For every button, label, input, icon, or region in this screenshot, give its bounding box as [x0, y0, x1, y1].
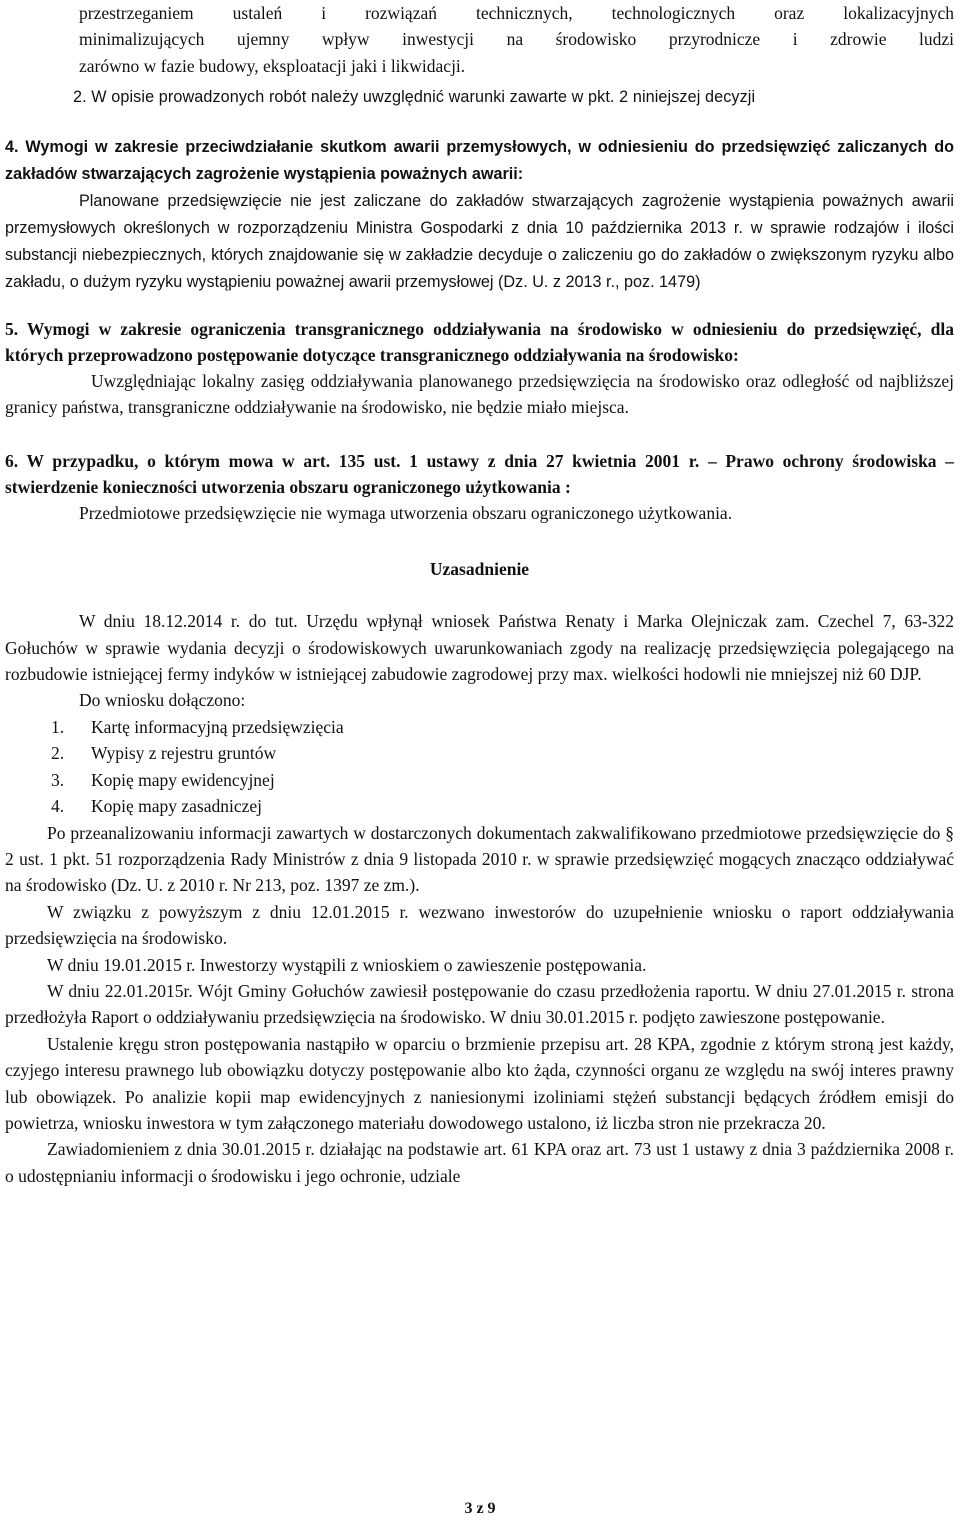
list-item-number: 1. [51, 716, 65, 737]
section-6-body: Przedmiotowe przedsięwzięcie nie wymaga utworzenia obszaru ograniczonego użytkowania. [79, 503, 733, 524]
list-item-number: 3. [51, 769, 65, 790]
section-4-body: Planowane przedsięwzięcie nie jest zaliczane do zakładów stwarzających zagrożenie wystąpienia poważnych awarii przemysłowych określonych w rozporządzeniu Ministra Gospodarki z dnia 10 października 2013 r. w sprawie rodzajów i ilości substancji niebezpiecznych, których znajdowanie się w zakładzie decyduje o zaliczeniu go do zakładów o zwiększonym ryzyku albo zakładu, o dużym ryzyku wystąpieniu poważnej awarii przemysłowej (Dz. U. z 2013 r., poz. 1479) [5, 191, 954, 291]
justification-paragraph-2: Po przeanalizowaniu informacji zawartych w dostarczonych dokumentach zakwalifikowano przedmiotowe przedsięwzięcie do § 2 ust. 1 pkt. 51 rozporządzenia Rady Ministrów z dnia 9 listopada 2010 r. w sprawie przedsięwzięć mogących znacząco oddziaływać na środowisko (Dz. U. z 2010 r. Nr 213, poz. 1397 ze zm.). [5, 822, 954, 896]
list-item [5, 714, 954, 740]
list-item [5, 740, 954, 766]
document-page [5, 0, 954, 1189]
section-5-body: Uwzględniając lokalny zasięg oddziaływania planowanego przedsięwzięcia na środowisko oraz odległość od najbliższej granicy państwa, transgraniczne oddziaływanie na środowisko, nie będzie miało miejsca. [5, 370, 954, 418]
justification-paragraph-5: W dniu 22.01.2015r. Wójt Gminy Gołuchów zawiesił postępowanie do czasu przedłożenia raportu. W dniu 27.01.2015 r. strona przedłożyła Raport o oddziaływaniu przedsięwzięcia na środowisko. W dniu 30.01.2015 r. podjęto zawieszone postępowanie. [5, 980, 954, 1028]
list-item [5, 793, 954, 819]
list-item-text: Wypisy z rejestru gruntów [91, 743, 277, 764]
section-5-heading: 5. Wymogi w zakresie ograniczenia transgranicznego oddziaływania na środowisko w odniesieniu do przedsięwzięć, dla których przeprowadzono postępowanie dotyczące transgranicznego oddziaływania na środowisko: [5, 318, 954, 365]
text-line: zarówno w fazie budowy, eksploatacji jaki i likwidacji. [79, 55, 466, 76]
justification-paragraph-4: W dniu 19.01.2015 r. Inwestorzy wystąpili z wnioskiem o zawieszenie postępowania. [47, 954, 647, 975]
list-item-text: Kartę informacyjną przedsięwzięcia [91, 716, 344, 737]
attachments-intro: Do wniosku dołączono: [79, 690, 246, 711]
text-line: minimalizujących ujemny wpływ inwestycji na środowisko przyrodnicze i zdrowie ludzi [79, 29, 954, 50]
justification-paragraph-3: W związku z powyższym z dniu 12.01.2015 r. wezwano inwestorów do uzupełnienie wniosku o raport oddziaływania przedsięwzięcia na środowisko. [5, 901, 954, 949]
list-item [5, 767, 954, 793]
page-number: 3 z 9 [464, 1500, 496, 1517]
list-item-2: 2. W opisie prowadzonych robót należy uwzględnić warunki zawarte w pkt. 2 niniejszej decyzji [73, 88, 756, 107]
justification-paragraph-6: Ustalenie kręgu stron postępowania nastąpiło w oparciu o brzmienie przepisu art. 28 KPA, zgodnie z którym stroną jest każdy, czyjego interesu prawnego lub obowiązku dotyczy postępowanie albo kto żąda, czynności organu ze względu na swój interes prawny lub obowiązek. Po analizie kopii map ewidencyjnych z naniesionymi izoliniami stężeń substancji będących źródłem emisji do powietrza, wniosku inwestora w tym załączonego materiału dowodowego ustalono, iż liczba stron nie przekracza 20. [5, 1033, 954, 1133]
justification-paragraph-1: W dniu 18.12.2014 r. do tut. Urzędu wpłynął wniosek Państwa Renaty i Marka Olejniczak zam. Czechel 7, 63-322 Gołuchów w sprawie wydania decyzji o środowiskowych uwarunkowaniach zgody na realizację przedsięwzięcia polegającego na rozbudowie istniejącej fermy indyków w istniejącej zabudowie zagrodowej przy max. wielkości hodowli nie mniejszej niż 60 DJP. [5, 611, 954, 685]
section-6-heading-part-a: 6. W przypadku, o którym mowa w art. 135 ust. 1 ustawy z dnia 27 kwietnia 2001 r. [5, 451, 708, 472]
list-item-number: 4. [51, 796, 65, 817]
section-6-heading-part-b: – Prawo ochrony środowiska – stwierdzenie konieczności utworzenia obszaru ograniczonego użytkowania : [5, 451, 954, 498]
list-item-text: Kopię mapy ewidencyjnej [91, 769, 275, 790]
justification-title: Uzasadnienie [429, 558, 530, 579]
continuation-block [5, 0, 954, 79]
justification-paragraph-7: Zawiadomieniem z dnia 30.01.2015 r. działając na podstawie art. 61 KPA oraz art. 73 ust 1 ustawy z dnia 3 października 2008 r. o udostępnianiu informacji o środowisku i jego ochronie, udziale [5, 1139, 954, 1186]
attachments-list [5, 714, 954, 820]
text-line: przestrzeganiem ustaleń i rozwiązań technicznych, technologicznych oraz lokalizacyjnych [79, 3, 954, 23]
section-6-heading [5, 448, 954, 500]
list-item-number: 2. [51, 743, 65, 764]
section-4-heading: 4. Wymogi w zakresie przeciwdziałanie skutkom awarii przemysłowych, w odniesieniu do przedsięwzięć zaliczanych do zakładów stwarzających zagrożenie wystąpienia poważnych awarii: [5, 137, 954, 183]
list-item-text: Kopię mapy zasadniczej [91, 796, 263, 817]
